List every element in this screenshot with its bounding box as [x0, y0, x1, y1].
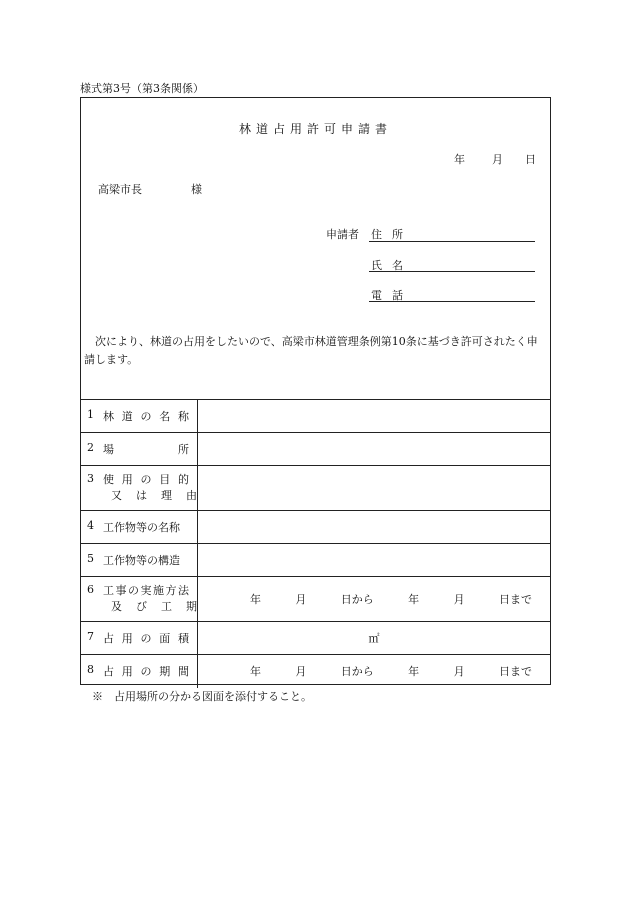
area-field[interactable] [198, 622, 551, 655]
table-row [81, 400, 550, 433]
address-label: 住所 [371, 228, 413, 241]
date-year-label: 年 [454, 153, 465, 166]
construction-period-range: 年 月 日から 年 月 日まで [250, 593, 532, 606]
name-field[interactable] [369, 271, 535, 272]
row-label-area: 占 用 の 面 積 [103, 632, 189, 645]
addressee-name: 高梁市長 [98, 183, 142, 196]
table-row [81, 433, 550, 466]
area-unit: ㎡ [368, 632, 380, 645]
table-row [81, 577, 550, 622]
table-row [81, 511, 550, 544]
detail-table [81, 399, 550, 688]
row-label-structure-build: 工作物等の構造 [103, 554, 180, 567]
row-number: 6 [87, 583, 94, 596]
row-number: 7 [87, 630, 94, 643]
row-number: 3 [87, 472, 94, 485]
address-field[interactable] [369, 241, 535, 242]
row-number: 2 [87, 441, 94, 454]
addressee-honorific: 様 [191, 183, 202, 196]
row-number: 4 [87, 519, 94, 532]
row-label-structure-name: 工作物等の名称 [103, 521, 180, 534]
application-form [80, 97, 551, 685]
construction-period-field[interactable] [198, 577, 551, 622]
row-label-location: 場 所 [103, 443, 189, 456]
location-field[interactable] [198, 433, 551, 466]
structure-build-field[interactable] [198, 544, 551, 577]
table-row [81, 622, 550, 655]
request-statement: 次により、林道の占用をしたいので、高梁市林道管理条例第10条に基づき許可されたく申請します。 [84, 335, 538, 366]
phone-label: 電話 [371, 289, 413, 302]
occupancy-period-field[interactable] [198, 655, 551, 688]
name-label: 氏名 [371, 259, 413, 272]
structure-name-field[interactable] [198, 511, 551, 544]
row-number: 1 [87, 408, 94, 421]
row-number: 5 [87, 552, 94, 565]
occupancy-period-range: 年 月 日から 年 月 日まで [250, 665, 532, 679]
form-number-label: 様式第3号（第3条関係） [80, 82, 204, 95]
row-number: 8 [87, 663, 94, 677]
table-row [81, 544, 550, 577]
attachment-note: ※ 占用場所の分かる図面を添付すること。 [92, 690, 312, 703]
phone-field[interactable] [369, 301, 535, 302]
row-label-occupancy-period: 占 用 の 期 間 [103, 665, 189, 679]
row-label-purpose: 使 用 の 目 的 又 は 理 由 [103, 473, 197, 502]
table-row [81, 466, 550, 511]
row-label-construction: 工 事 の 実 施 方 法 及 び 工 期 [103, 584, 197, 613]
forest-road-name-field[interactable] [198, 400, 551, 433]
purpose-field[interactable] [198, 466, 551, 511]
form-title: 林道占用許可申請書 [238, 122, 392, 136]
date-day-label: 日 [525, 153, 536, 166]
applicant-role-label: 申請者 [326, 228, 359, 241]
row-label-forest-road-name: 林 道 の 名 称 [103, 410, 189, 423]
date-month-label: 月 [492, 153, 503, 166]
table-row [81, 655, 550, 688]
